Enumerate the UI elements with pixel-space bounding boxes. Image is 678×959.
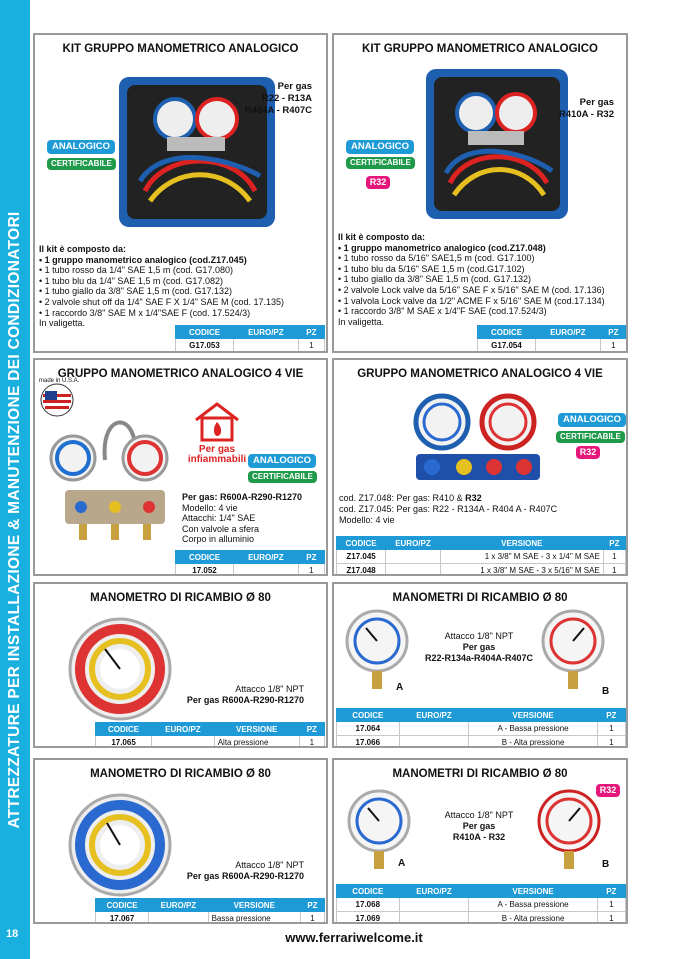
certificabile-badge: CERTIFICABILE — [248, 471, 317, 483]
price-table: CODICE EURO/PZ VERSIONE PZ Z17.045 1 x 3/8" M SAE - 3 x 1/4" M SAE 1 Z17.048 1 x 3/8" M SAE - 3 x 5/16" M SAE 1 — [336, 536, 626, 576]
product-4way-r410 — [332, 358, 628, 576]
label-a: A — [396, 682, 404, 693]
certificabile-badge: CERTIFICABILE — [556, 431, 625, 443]
table-row: 17.067 Bassa pressione 1 — [96, 912, 325, 925]
table-row: Z17.045 1 x 3/8" M SAE - 3 x 1/4" M SAE 1 — [337, 550, 626, 564]
table-row: 17.066 B - Alta pressione 1 — [337, 736, 626, 749]
panel-title: GRUPPO MANOMETRICO ANALOGICO 4 VIE — [57, 368, 304, 380]
table-row: 17.052 1 — [176, 564, 325, 577]
product-spare-gauges-r410a — [332, 758, 628, 924]
gauge-info: Attacco 1/8" NPT Per gas R22-R134a-R404A-R407C — [424, 631, 534, 663]
analogico-badge: ANALOGICO — [346, 140, 414, 154]
analogico-badge: ANALOGICO — [558, 413, 626, 427]
gauge-blue-image — [65, 790, 175, 900]
table-row: 17.069 B - Alta pressione 1 — [337, 912, 626, 925]
gauge-red-image — [540, 608, 606, 692]
gauge-red-image — [536, 788, 602, 872]
certificabile-badge: CERTIFICABILE — [47, 158, 116, 170]
label-b: B — [602, 686, 610, 697]
price-table: CODICE EURO/PZ VERSIONE PZ 17.065 Alta pressione 1 — [95, 722, 325, 748]
product-spare-gauge-low — [33, 758, 328, 924]
gauge-red-image — [65, 614, 175, 724]
panel-title: GRUPPO MANOMETRICO ANALOGICO 4 VIE — [357, 368, 603, 380]
table-row: Z17.048 1 x 3/8" M SAE - 3 x 5/16" M SAE 1 — [337, 564, 626, 577]
gauge-info: Attacco 1/8" NPT Per gas R600A-R290-R1270 — [186, 684, 304, 705]
price-table: CODICE EURO/PZ VERSIONE PZ 17.068 A - Bassa pressione 1 17.069 B - Alta pressione 1 — [336, 884, 626, 924]
flame-house-icon — [192, 400, 242, 442]
product-spare-gauges-r22 — [332, 582, 628, 748]
product-kit-r410a — [332, 33, 628, 353]
panel-title: KIT GRUPPO MANOMETRICO ANALOGICO — [62, 43, 299, 55]
spec-list: Per gas: R600A-R290-R1270 Modello: 4 vie Attacchi: 1/4" SAE Con valvole a sfera Corpo in alluminio — [182, 492, 303, 545]
product-spare-gauge-high — [33, 582, 328, 748]
panel-title: KIT GRUPPO MANOMETRICO ANALOGICO — [362, 43, 598, 55]
panel-title: MANOMETRI DI RICAMBIO Ø 80 — [392, 592, 568, 604]
r32-badge: R32 — [576, 446, 600, 459]
certificabile-badge: CERTIFICABILE — [346, 157, 415, 169]
made-in-label: made in U.S.A. — [39, 378, 80, 384]
gauge-blue-image — [344, 608, 410, 692]
kit-description: Il kit è composto da: • 1 gruppo manometrico analogico (cod.Z17.048) • 1 tubo rosso da 5/16" SAE1,5 m (cod. G17.100) • 1 tubo blu da 5/16" SAE 1,5 m (cod.G17.102) • 1 tubo giallo da 3/8" SAE 1,5 m (cod. G17.132) • 2 valvole Lock valve da 5/16" SAE F x 5/16" SAE M (cod. 17.136) • 1 valvola Lock valve da 1/2" ACME F x 5/16" SAE M (cod.17.134) • 1 raccordo 3/8" M SAE x 1/4"F SAE (cod.17.524/3) In valigetta. — [338, 232, 628, 327]
page-number: 18 — [6, 928, 19, 940]
kit-case-image — [422, 63, 572, 223]
analogico-badge: ANALOGICO — [47, 140, 115, 154]
analogico-badge: ANALOGICO — [248, 454, 316, 468]
table-row: 17.065 Alta pressione 1 — [96, 736, 325, 749]
table-row: G17.054 1 — [478, 339, 627, 353]
price-table: CODICE EURO/PZ VERSIONE PZ 17.064 A - Bassa pressione 1 17.066 B - Alta pressione 1 — [336, 708, 626, 748]
sidebar-title: ATTREZZATURE PER INSTALLAZIONE & MANUTENZIONE DEI CONDIZIONATORI — [6, 211, 23, 829]
manifold-4way-image — [402, 386, 552, 496]
panel-title: MANOMETRO DI RICAMBIO Ø 80 — [90, 592, 271, 604]
manifold-4way-image — [45, 400, 175, 560]
table-row: G17.053 1 — [176, 339, 325, 353]
gas-info: Per gas R410A - R32 — [558, 97, 614, 120]
gauge-info: Attacco 1/8" NPT Per gas R600A-R290-R1270 — [186, 860, 304, 881]
product-4way-flammable — [33, 358, 328, 576]
gas-info: Per gas R22 - R13A R404A - R407C — [244, 81, 312, 116]
sidebar — [0, 0, 30, 959]
model-info: cod. Z17.048: Per gas: R410 & R32 cod. Z17.045: Per gas: R22 - R134A - R404 A - R407C Modello: 4 vie — [339, 493, 558, 525]
footer-website[interactable]: www.ferrariwelcome.it — [285, 930, 423, 945]
r32-badge: R32 — [596, 784, 620, 797]
label-b: B — [602, 859, 610, 870]
table-row: 17.068 A - Bassa pressione 1 — [337, 898, 626, 912]
label-a: A — [398, 858, 406, 869]
price-table: CODICE EURO/PZ PZ G17.054 1 — [477, 325, 627, 353]
kit-description: Il kit è composto da: • 1 gruppo manometrico analogico (cod.Z17.045) • 1 tubo rosso da 1/4" SAE 1,5 m (cod. G17.080) • 1 tubo blu da 1/4" SAE 1,5 m (cod. G17.082) • 1 tubo giallo da 3/8" SAE 1,5 m (cod. G17.132) • 2 valvole shut off da 1/4" SAE F X 1/4" SAE M (cod. 17.135) • 1 raccordo 3/8" SAE M x 1/4"SAE F (cod. 17.524/3) In valigetta. — [39, 244, 325, 329]
r32-badge: R32 — [366, 176, 390, 189]
gauge-info: Attacco 1/8" NPT Per gas R410A - R32 — [444, 810, 514, 842]
table-row: 17.064 A - Bassa pressione 1 — [337, 722, 626, 736]
flammable-label: Per gas infiammabili — [187, 444, 247, 465]
price-table: CODICE EURO/PZ PZ G17.053 1 — [175, 325, 325, 353]
panel-title: MANOMETRI DI RICAMBIO Ø 80 — [392, 768, 568, 780]
product-kit-r22 — [33, 33, 328, 353]
panel-title: MANOMETRO DI RICAMBIO Ø 80 — [90, 768, 271, 780]
price-table: CODICE EURO/PZ PZ 17.052 1 — [175, 550, 325, 576]
price-table: CODICE EURO/PZ VERSIONE PZ 17.067 Bassa pressione 1 — [95, 898, 325, 924]
